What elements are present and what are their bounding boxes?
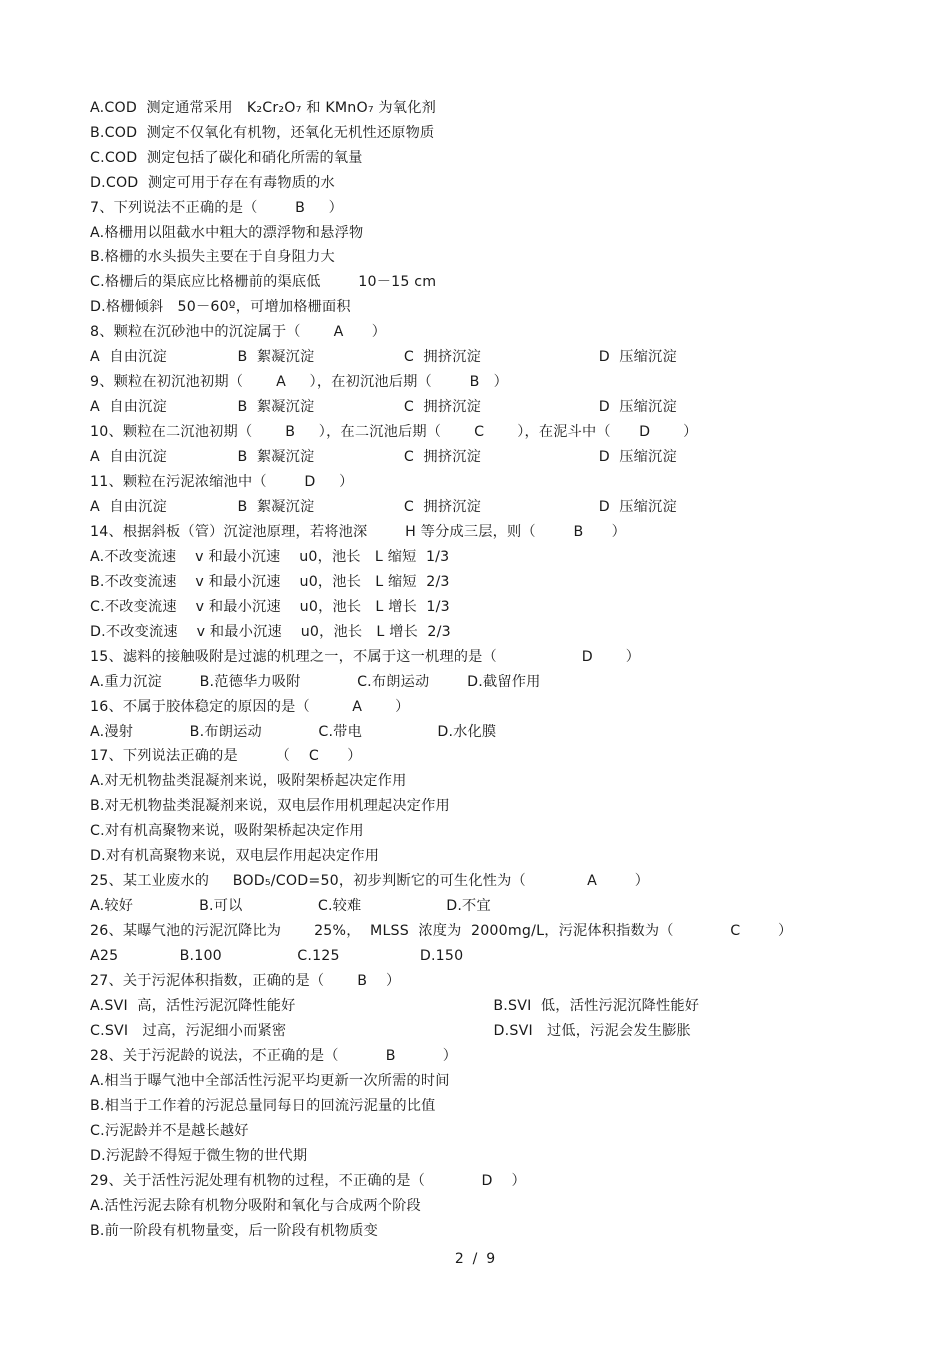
options-line: A.较好 B.可以 C.较难 D.不宜 (90, 898, 491, 914)
question-line: 11、颗粒在污泥浓缩池中（ D ） (90, 474, 354, 490)
options-line: A.漫射 B.布朗运动 C.带电 D.水化膜 (90, 724, 497, 740)
question-line: 29、关于活性污泥处理有机物的过程，不正确的是（ D ） (90, 1173, 526, 1189)
text-line: B.格栅的水头损失主要在于自身阻力大 (90, 249, 335, 265)
text-line: A.COD 测定通常采用 K₂Cr₂O₇ 和 KMnO₇ 为氧化剂 (90, 100, 436, 116)
text-line: C.COD 测定包括了碳化和硝化所需的氧量 (90, 150, 363, 166)
question-line: 28、关于污泥龄的说法，不正确的是（ B ） (90, 1048, 458, 1064)
question-line: 25、某工业废水的 BOD₅/COD=50，初步判断它的可生化性为（ A ） (90, 873, 650, 889)
question-line: 14、根据斜板（管）沉淀池原理，若将池深 H 等分成三层，则（ B ） (90, 524, 627, 540)
text-line: D.污泥龄不得短于微生物的世代期 (90, 1148, 308, 1164)
text-line: A.相当于曝气池中全部活性污泥平均更新一次所需的时间 (90, 1073, 450, 1089)
text-line: C.污泥龄并不是越长越好 (90, 1123, 249, 1139)
options-line: A 自由沉淀 B 絮凝沉淀 C 拥挤沉淀 D 压缩沉淀 (90, 349, 677, 365)
question-line: 16、不属于胶体稳定的原因的是（ A ） (90, 699, 410, 715)
question-line: 8、颗粒在沉砂池中的沉淀属于（ A ） (90, 324, 387, 340)
question-line: 7、下列说法不正确的是（ B ） (90, 200, 344, 216)
text-line: B.前一阶段有机物量变，后一阶段有机物质变 (90, 1223, 379, 1239)
options-line: A.SVI 高，活性污泥沉降性能好 B.SVI 低，活性污泥沉降性能好 (90, 998, 700, 1014)
text-line: A.格栅用以阻截水中粗大的漂浮物和悬浮物 (90, 225, 364, 241)
text-line: C.不改变流速 v 和最小沉速 u0，池长 L 增长 1/3 (90, 599, 450, 615)
text-line: D.COD 测定可用于存在有毒物质的水 (90, 175, 335, 191)
text-line: D.对有机高聚物来说，双电层作用起决定作用 (90, 848, 380, 864)
options-line: A25 B.100 C.125 D.150 (90, 948, 464, 964)
text-line: A.活性污泥去除有机物分吸附和氧化与合成两个阶段 (90, 1198, 421, 1214)
text-line: B.不改变流速 v 和最小沉速 u0，池长 L 缩短 2/3 (90, 574, 450, 590)
options-line: A 自由沉淀 B 絮凝沉淀 C 拥挤沉淀 D 压缩沉淀 (90, 449, 677, 465)
question-line: 17、下列说法正确的是 （ C ） (90, 748, 362, 764)
text-line: A.对无机物盐类混凝剂来说，吸附架桥起决定作用 (90, 773, 407, 789)
text-line: C.对有机高聚物来说，吸附架桥起决定作用 (90, 823, 364, 839)
text-line: C.格栅后的渠底应比格栅前的渠底低 10－15 cm (90, 274, 437, 290)
question-line: 15、滤料的接触吸附是过滤的机理之一，不属于这一机理的是（ D ） (90, 649, 641, 665)
question-line: 26、某曝气池的污泥沉降比为 25%， MLSS 浓度为 2000mg/L，污泥体积指数为（ C ） (90, 923, 793, 939)
text-line: B.对无机物盐类混凝剂来说，双电层作用机理起决定作用 (90, 798, 450, 814)
options-line: A 自由沉淀 B 絮凝沉淀 C 拥挤沉淀 D 压缩沉淀 (90, 399, 677, 415)
options-line: C.SVI 过高，污泥细小而紧密 D.SVI 过低，污泥会发生膨胀 (90, 1023, 691, 1039)
text-line: D.不改变流速 v 和最小沉速 u0，池长 L 增长 2/3 (90, 624, 451, 640)
text-line: A.不改变流速 v 和最小沉速 u0，池长 L 缩短 1/3 (90, 549, 450, 565)
options-line: A 自由沉淀 B 絮凝沉淀 C 拥挤沉淀 D 压缩沉淀 (90, 499, 677, 515)
question-line: 10、颗粒在二沉池初期（ B ），在二沉池后期（ C ），在泥斗中（ D ） (90, 424, 698, 440)
text-line: B.相当于工作着的污泥总量同每日的回流污泥量的比值 (90, 1098, 436, 1114)
question-line: 27、关于污泥体积指数，正确的是（ B ） (90, 973, 401, 989)
text-line: B.COD 测定不仅氧化有机物，还氧化无机性还原物质 (90, 125, 435, 141)
question-line: 9、颗粒在初沉池初期（ A ），在初沉池后期（ B ） (90, 374, 509, 390)
options-line: A.重力沉淀 B.范德华力吸附 C.布朗运动 D.截留作用 (90, 674, 541, 690)
page-number: 2 / 9 (454, 1251, 496, 1267)
text-line: D.格栅倾斜 50－60º，可增加格栅面积 (90, 299, 351, 315)
